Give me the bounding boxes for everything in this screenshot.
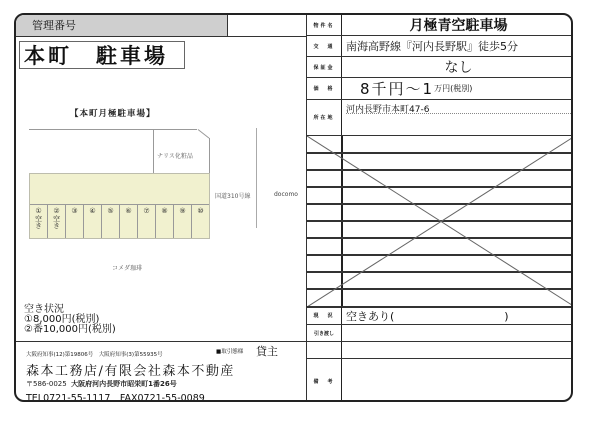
transport-value: 南海高野線『河内長野駅』徒歩5分 (346, 40, 518, 53)
transaction-type-value: 貸主 (256, 345, 278, 358)
price-amount: 8千円～1 (360, 80, 435, 98)
blank-value (342, 342, 573, 358)
company-name: 森本工務店/有限会社森本不動産 (26, 364, 235, 379)
price-value (342, 78, 573, 99)
stall-number: ⑤ (107, 207, 114, 215)
stall-5 (102, 205, 120, 238)
row-blank (307, 342, 573, 359)
stall-number: ⑩ (197, 207, 204, 215)
company-address (26, 379, 177, 389)
property-name-label: 物件名 (307, 15, 342, 35)
cross-out-icon (307, 136, 573, 307)
status-label: 現 況 (307, 307, 342, 324)
company-info (16, 341, 306, 402)
building-edge (209, 138, 210, 173)
stall-2 (48, 205, 66, 238)
management-number-row (16, 15, 306, 37)
dotted-line (346, 113, 571, 114)
status-value: 空きあり( ) (346, 309, 509, 323)
stall-9 (174, 205, 192, 238)
parking-map (24, 103, 299, 273)
stall-7 (138, 205, 156, 238)
road-line (256, 128, 257, 228)
stall-number: ④ (89, 207, 96, 215)
availability-line-1: ①8,000円(税別) (24, 314, 100, 325)
row-location (307, 100, 573, 136)
road-label: 国道310号線 (215, 193, 251, 200)
location-value (342, 100, 573, 137)
right-panel (306, 15, 573, 400)
row-status (307, 307, 573, 325)
stall-3 (66, 205, 84, 238)
parking-name: 本町 駐車場 (19, 41, 185, 69)
row-transport (307, 36, 573, 57)
location-text: 河内長野市本町47-6 (346, 105, 430, 115)
blank-label (307, 342, 342, 358)
street-address: 大阪府河内長野市昭栄町1番26号 (71, 380, 177, 388)
building-divider (153, 129, 154, 173)
location-label: 所在地 (307, 100, 342, 135)
landmark-docomo: docomo (274, 191, 298, 198)
row-handover (307, 325, 573, 342)
stall-number: ③ (71, 207, 78, 215)
availability-info (24, 305, 116, 335)
license-numbers: 大阪府知事(12)第19806号 大阪府知事(3)第55935号 (26, 352, 163, 358)
stall-number: ⑦ (143, 207, 150, 215)
stall-number: ⑥ (125, 207, 132, 215)
stall-number: ① (35, 207, 42, 215)
stall-number: ⑨ (179, 207, 186, 215)
stall-1 (30, 205, 48, 238)
stall-10 (192, 205, 209, 238)
landmark-naris: ナリス化粧品 (157, 153, 193, 160)
handover-value (342, 325, 573, 341)
remarks-value (342, 359, 573, 402)
row-remarks (307, 359, 573, 402)
stall-status: 空き (34, 215, 43, 229)
row-property-name (307, 15, 573, 36)
stall-4 (84, 205, 102, 238)
stall-8 (156, 205, 174, 238)
handover-label: 引き渡し (307, 325, 342, 341)
map-title: 【本町月極駐車場】 (70, 109, 156, 119)
landmark-komeda: コメダ珈琲 (112, 265, 143, 272)
management-number-label: 管理番号 (16, 15, 228, 36)
property-sheet (14, 13, 573, 402)
parking-lot (29, 173, 210, 239)
availability-heading: 空き状況 (24, 304, 64, 315)
deposit-label: 保証金 (307, 57, 342, 77)
remarks-label: 備 考 (307, 359, 342, 402)
postal-code: 〒586-0025 (26, 380, 67, 388)
stall-number: ② (53, 207, 60, 215)
stall-6 (120, 205, 138, 238)
stall-number: ⑧ (161, 207, 168, 215)
building-corner (198, 129, 210, 138)
transaction-type-label: ■取引態様 (216, 349, 244, 355)
property-name-value: 月極青空駐車場 (409, 18, 508, 34)
crossed-out-rows (307, 136, 573, 308)
row-deposit (307, 57, 573, 78)
price-label: 価 格 (307, 78, 342, 99)
company-phone-fax: TEL0721-55-1117 FAX0721-55-0089 (26, 393, 205, 402)
availability-line-2: ②番10,000円(税別) (24, 324, 116, 335)
stall-row (30, 204, 209, 238)
row-price (307, 78, 573, 100)
management-number-value (228, 15, 306, 36)
transport-label: 交 通 (307, 36, 342, 56)
price-unit: 万円(税別) (434, 84, 473, 93)
deposit-value: なし (444, 60, 473, 76)
stall-status: 空き (52, 215, 61, 229)
building-outline (29, 129, 197, 130)
left-panel (16, 15, 306, 400)
